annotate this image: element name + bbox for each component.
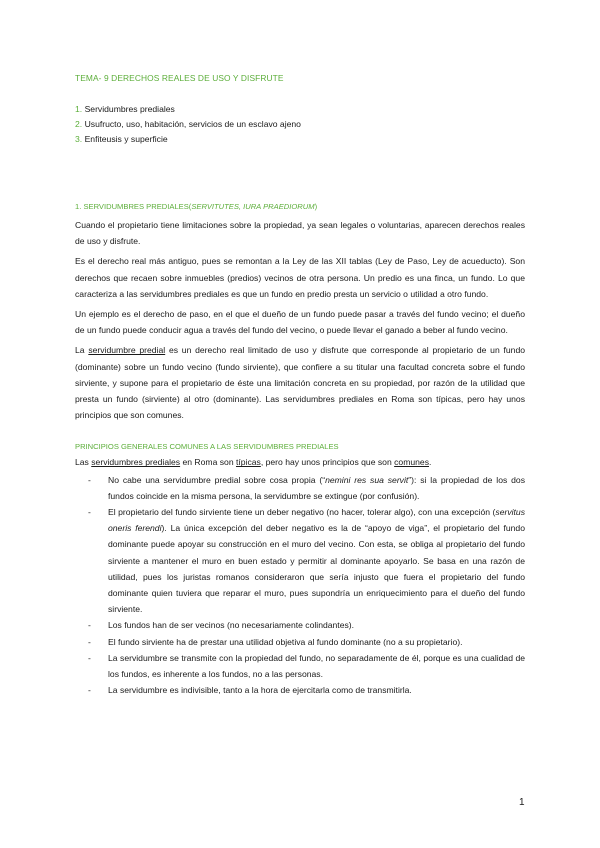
toc-item-3 xyxy=(75,132,525,147)
page-content xyxy=(75,73,525,698)
text-run: Los fundos han de ser vecinos (no necesariamente colindantes). xyxy=(108,620,355,631)
text-run: Las xyxy=(75,457,92,468)
toc-item-2 xyxy=(75,117,525,132)
text-run: . xyxy=(429,457,432,468)
toc-number: 1. xyxy=(75,104,83,114)
list-item xyxy=(75,650,525,682)
toc-number: 3. xyxy=(75,134,83,144)
text-run: , pero hay unos principios que son xyxy=(260,457,395,468)
section-heading-close: ) xyxy=(314,202,318,211)
bullet-dash: - xyxy=(88,474,91,485)
underlined-term: servidumbres prediales xyxy=(91,457,181,468)
text-run: La servidumbre se transmite con la propiedad del fundo, no separadamente de él, porque es una cualidad de los fundos, es inherente a los fundos, no a las personas. xyxy=(108,652,525,680)
text-run: La xyxy=(75,345,89,356)
bullet-dash: - xyxy=(88,652,91,663)
underlined-term: comunes xyxy=(394,457,429,468)
list-item xyxy=(75,504,525,617)
principles-heading: PRINCIPIOS GENERALES COMUNES A LAS SERVIDUMBRES PREDIALES xyxy=(75,442,339,452)
toc-label: Servidumbres prediales xyxy=(84,104,175,114)
toc-label: Usufructo, uso, habitación, servicios de un esclavo ajeno xyxy=(84,119,301,129)
list-item xyxy=(75,682,525,698)
text-run: es un derecho real limitado de uso y disfrute que corresponde al propietario de un fundo (dominante) sobre un fundo vecino (fundo sirviente), que confiere a su titular una facultad concreta sobre el fundo sirviente, y supone para el propietario de éste una limitación concreta en su propiedad, por razón de la utilidad que presta un fundo (sirviente) al otro (dominante). Las servidumbres prediales en Roma son típicas, pero hay unos principios que son comunes. xyxy=(75,345,526,421)
paragraph-definition xyxy=(75,342,525,423)
paragraph-history: Es el derecho real más antiguo, pues se remontan a la Ley de las XII tablas (Ley de Paso, Ley de acueducto). Son derechos que recaen sobre inmuebles (predios) vecinos de otra persona. Un predio es una finca, un fundo. Lo que caracteriza a las servidumbres prediales es que un fundo en predio presta un servicio o utilidad a otro fundo. xyxy=(75,256,525,299)
bullet-dash: - xyxy=(88,620,91,631)
section-heading-text: 1. SERVIDUMBRES PREDIALES( xyxy=(75,202,192,211)
text-run: El propietario del fundo sirviente tiene un deber negativo (no hacer, tolerar algo), con una excepción ( xyxy=(108,507,496,518)
paragraph-intro: Cuando el propietario tiene limitaciones sobre la propiedad, ya sean legales o voluntarias, aparecen derechos reales de uso y disfrute. xyxy=(75,220,525,247)
underlined-term: típicas xyxy=(235,457,261,468)
section-heading xyxy=(75,201,525,213)
toc-number: 2. xyxy=(75,119,83,129)
page-number: 1 xyxy=(519,797,525,808)
text-run: El fundo sirviente ha de prestar una utilidad objetiva al fundo dominante (no a su propietario). xyxy=(108,636,463,647)
list-item xyxy=(75,634,525,650)
table-of-contents xyxy=(75,102,525,147)
text-run: ”): si la propiedad de los dos fundos coincide en la misma persona, la servidumbre se extingue (por confusión). xyxy=(108,474,525,501)
paragraph-example: Un ejemplo es el derecho de paso, en el que el dueño de un fundo puede pasar a través del fundo vecino; el dueño de un fundo puede conducir agua a través del fundo del vecino, o puede llevar el ganado a beber al fundo vecino. xyxy=(75,309,525,336)
bullet-dash: - xyxy=(88,685,91,696)
principles-intro xyxy=(75,454,525,470)
list-item xyxy=(75,472,525,504)
principles-list xyxy=(75,472,525,699)
toc-item-1 xyxy=(75,102,525,117)
latin-phrase: servitus oneris ferendi xyxy=(108,507,525,534)
text-run: ). La única excepción del deber negativo es la de “apoyo de viga”, el propietario del fundo dominante puede apoyar su construcción en el muro del vecino. Con esta, se obliga al propietario del fundo sirviente a mantener el muro en buen estado y permitir al dominante apoyarlo. Se basa en una razón de utilidad, pues los juristas romanos consideraron que sería injusto que fuera el propietario del fundo dominante quien tuviera que reparar el muro, pues supondría un enriquecimiento para el dueño del fundo sirviente. xyxy=(108,523,525,615)
bullet-dash: - xyxy=(88,507,91,518)
text-run: No cabe una servidumbre predial sobre cosa propia (“ xyxy=(108,474,326,485)
toc-label: Enfiteusis y superficie xyxy=(84,134,168,144)
bullet-dash: - xyxy=(88,636,91,647)
section-heading-latin: SERVITUTES, IURA PRAEDIORUM xyxy=(191,202,315,211)
text-run: La servidumbre es indivisible, tanto a la hora de ejercitarla como de transmitirla. xyxy=(108,685,412,696)
topic-title: TEMA- 9 DERECHOS REALES DE USO Y DISFRUTE xyxy=(75,73,284,83)
underlined-term: servidumbre predial xyxy=(88,345,166,356)
list-item xyxy=(75,617,525,633)
text-run: en Roma son xyxy=(180,457,236,468)
latin-phrase: nemini res sua servit xyxy=(325,474,409,485)
